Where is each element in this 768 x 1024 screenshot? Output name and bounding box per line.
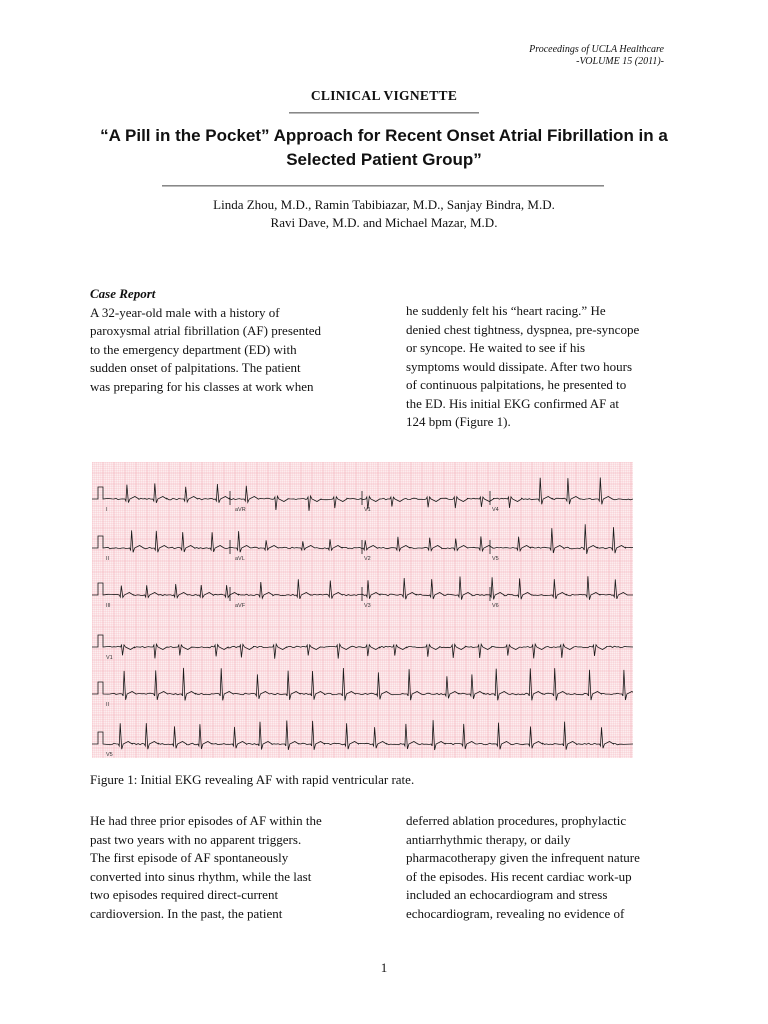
text-line: sudden onset of palpitations. The patient (90, 360, 301, 375)
section-label: CLINICAL VIGNETTE (310, 88, 458, 103)
case-report-left-column (90, 285, 390, 396)
article-title (70, 124, 698, 172)
text-line: two episodes required direct-current (90, 887, 279, 902)
ekg-lead-label: II (106, 702, 110, 708)
text-line: 124 bpm (Figure 1). (406, 414, 511, 429)
journal-volume: -VOLUME 15 (2011)- (576, 56, 664, 67)
figure-caption: Figure 1: Initial EKG revealing AF with rapid ventricular rate. (90, 772, 415, 787)
text-line: denied chest tightness, dyspnea, pre-syncope (406, 321, 640, 337)
text-line: echocardiogram, revealing no evidence of (406, 905, 625, 921)
text-line: deferred ablation procedures, prophylactic (406, 813, 627, 828)
journal-header (529, 44, 664, 68)
ekg-lead-label: I (106, 507, 108, 513)
text-line: or syncope. He waited to see if his (406, 340, 586, 355)
ekg-lead-label: V5 (106, 752, 113, 758)
ekg-lead-label: aVF (235, 603, 246, 609)
title-line-1: “A Pill in the Pocket” Approach for Recent Onset Atrial Fibrillation in a (100, 126, 668, 145)
title-rule-bottom (162, 185, 604, 187)
text-line: cardioversion. In the past, the patient (90, 905, 283, 921)
ekg-lead-label: V3 (364, 603, 371, 609)
ekg-lead-label: II (106, 556, 110, 562)
text-line: paroxysmal atrial fibrillation (AF) presented (90, 323, 322, 338)
text-line: pharmacotherapy given the infrequent nature (406, 850, 640, 865)
ekg-lead-label: aVL (235, 556, 245, 562)
text-line: converted into sinus rhythm, while the last (90, 868, 312, 884)
title-line-2: Selected Patient Group” (286, 150, 482, 169)
page-number: 1 (380, 960, 388, 975)
text-line: The first episode of AF spontaneously (90, 850, 289, 865)
authors-line-2: Ravi Dave, M.D. and Michael Mazar, M.D. (270, 215, 498, 230)
ekg-figure (92, 462, 633, 758)
ekg-lead-label: V2 (364, 556, 371, 562)
title-rule-top (289, 112, 479, 114)
ekg-lead-label: III (106, 603, 111, 609)
text-line: to the emergency department (ED) with (90, 341, 297, 357)
text-line: past two years with no apparent triggers. (90, 831, 302, 847)
text-line: symptoms would dissipate. After two hours (406, 358, 633, 374)
authors-line-1: Linda Zhou, M.D., Ramin Tabibiazar, M.D., Sanjay Bindra, M.D. (213, 197, 555, 212)
ekg-lead-label: V5 (492, 556, 499, 562)
text-line: A 32-year-old male with a history of (90, 304, 280, 320)
ekg-lead-label: V1 (106, 655, 113, 661)
ekg-lead-label: V4 (492, 507, 499, 513)
case-report-heading: Case Report (90, 286, 156, 301)
author-list (0, 196, 768, 232)
body-left-column (90, 812, 390, 923)
case-report-right-column (406, 302, 706, 432)
ekg-lead-label: V1 (364, 507, 371, 513)
text-line: was preparing for his classes at work when (90, 378, 314, 394)
text-line: included an echocardiogram and stress (406, 887, 608, 902)
ekg-lead-label: V6 (492, 603, 499, 609)
text-line: He had three prior episodes of AF within the (90, 813, 322, 828)
text-line: of continuous palpitations, he presented to (406, 377, 627, 392)
text-line: he suddenly felt his “heart racing.” He (406, 303, 606, 318)
text-line: the ED. His initial EKG confirmed AF at (406, 395, 620, 411)
body-right-column (406, 812, 706, 923)
journal-name: Proceedings of UCLA Healthcare (529, 44, 664, 55)
text-line: antiarrhythmic therapy, or daily (406, 831, 571, 847)
ekg-lead-label: aVR (235, 507, 246, 513)
text-line: of the episodes. His recent cardiac work-up (406, 868, 632, 884)
